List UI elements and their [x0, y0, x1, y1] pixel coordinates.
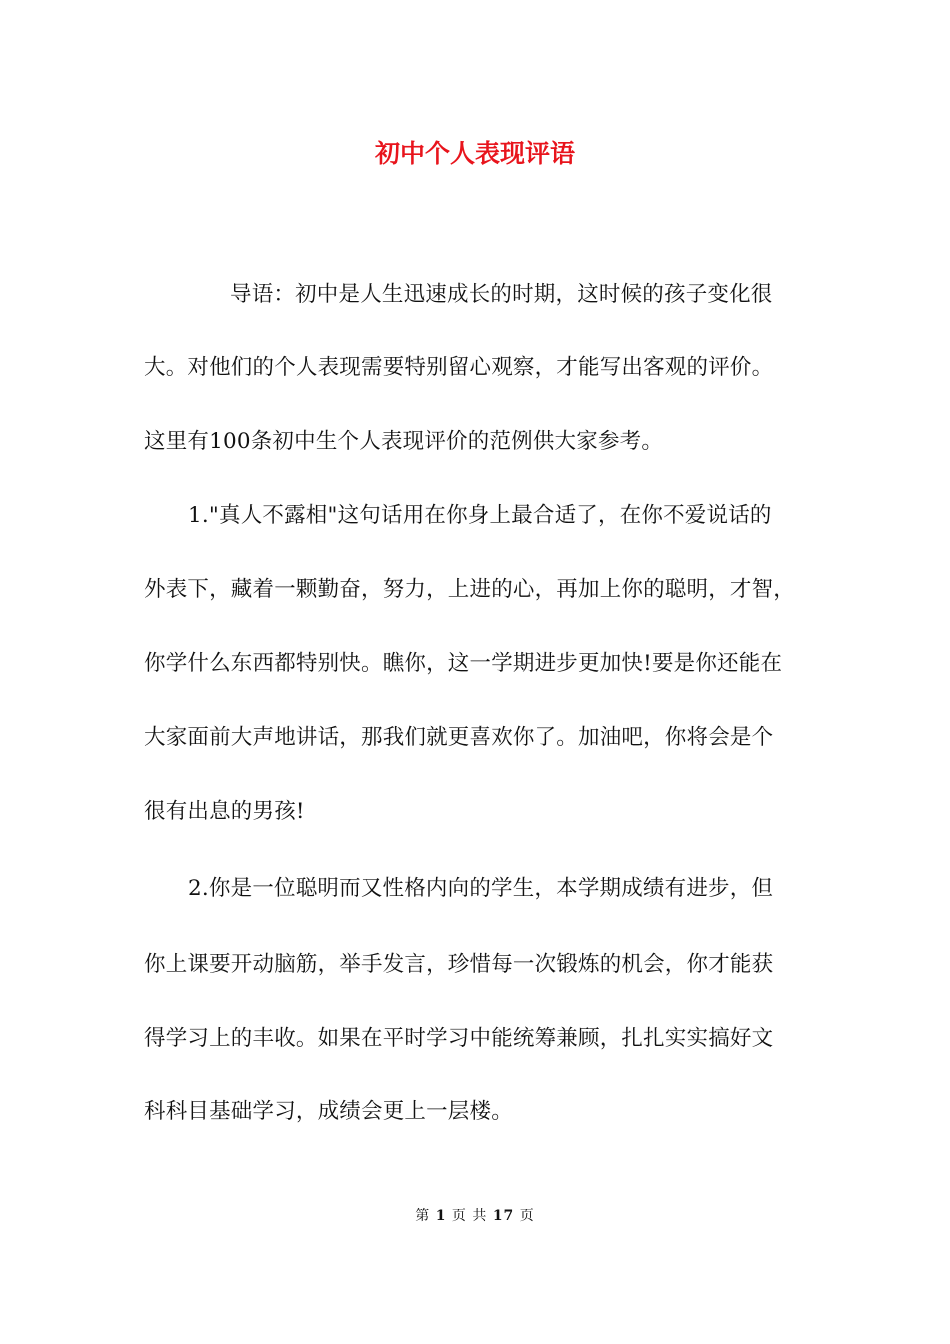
item-1-line-2: 外表下，藏着一颗勤奋，努力，上进的心，再加上你的聪明，才智， — [144, 577, 796, 602]
footer-suffix: 页 — [519, 1208, 535, 1224]
item-2-line-3: 得学习上的丰收。如果在平时学习中能统筹兼顾，扎扎实实搞好文 — [144, 1026, 774, 1051]
footer-total-pages: 17 — [492, 1208, 515, 1224]
page-title: 初中个人表现评语 — [374, 139, 575, 168]
item-1-line-1: 1."真人不露相"这句话用在你身上最合适了，在你不爱说话的 — [188, 503, 772, 528]
intro-line-3: 这里有100条初中生个人表现评价的范例供大家参考。 — [144, 429, 664, 454]
intro-line-2: 大。对他们的个人表现需要特别留心观察，才能写出客观的评价。 — [144, 355, 774, 380]
page-footer — [0, 1206, 950, 1226]
item-2-line-2: 你上课要开动脑筋，举手发言，珍惜每一次锻炼的机会，你才能获 — [144, 952, 774, 977]
footer-current-page: 1 — [435, 1208, 447, 1224]
item-1-line-3: 你学什么东西都特别快。瞧你，这一学期进步更加快!要是你还能在 — [144, 651, 783, 676]
item-2-line-1: 2.你是一位聪明而又性格内向的学生，本学期成绩有进步，但 — [188, 876, 774, 901]
footer-prefix: 第 — [415, 1208, 431, 1224]
footer-middle: 页 共 — [451, 1208, 488, 1224]
intro-line-1: 导语：初中是人生迅速成长的时期，这时候的孩子变化很 — [230, 282, 773, 307]
item-1-line-4: 大家面前大声地讲话，那我们就更喜欢你了。加油吧，你将会是个 — [144, 725, 774, 750]
item-1-line-5: 很有出息的男孩! — [144, 799, 305, 824]
item-2-line-4: 科科目基础学习，成绩会更上一层楼。 — [144, 1099, 513, 1124]
